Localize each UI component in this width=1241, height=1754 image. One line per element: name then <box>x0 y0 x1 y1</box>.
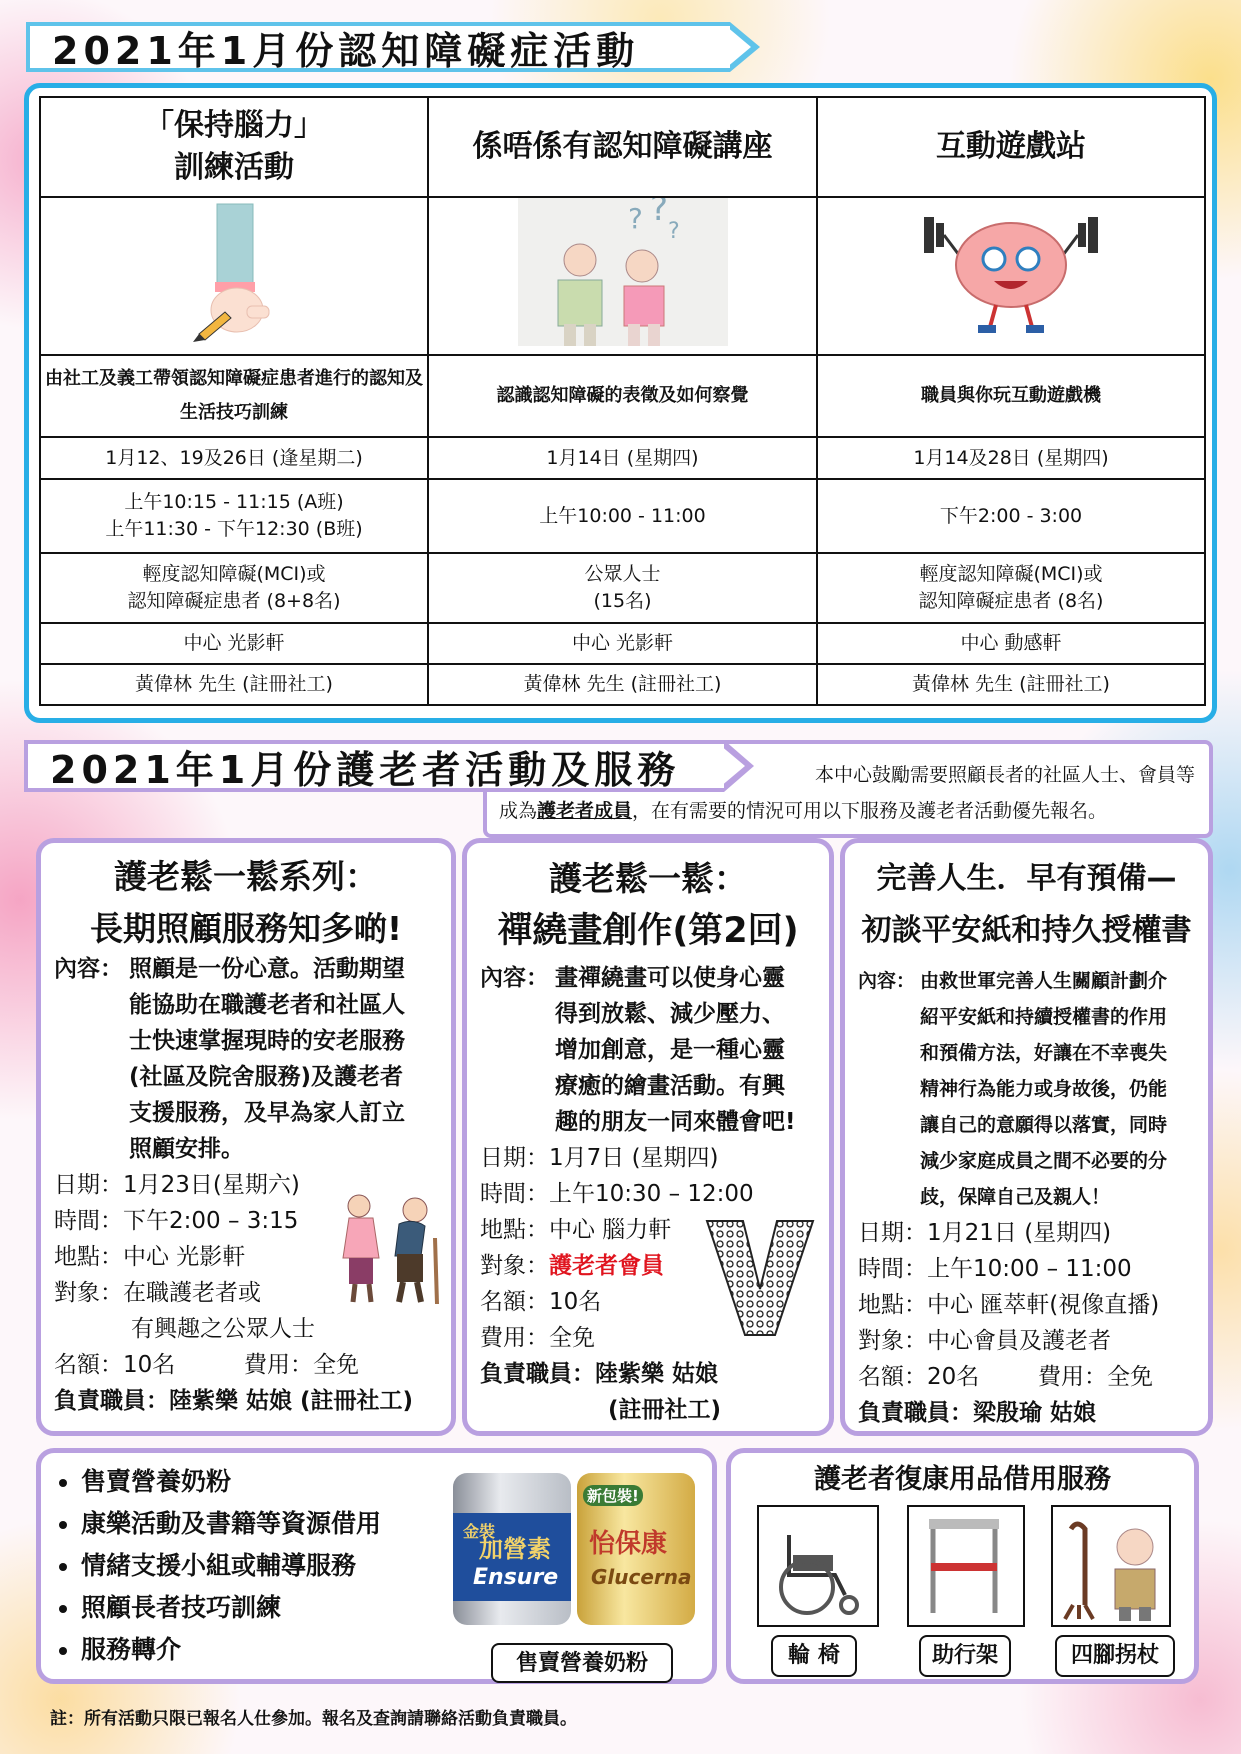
box3-date: 日期：1月21日 (星期四) <box>858 1220 1112 1246</box>
table-row-headers <box>40 97 1205 197</box>
box3-venue: 地點：中心 匯萃軒(視像直播) <box>858 1292 1160 1318</box>
box2-content-text <box>555 960 796 1140</box>
box3-title-line1: 完善人生．早有預備— <box>876 861 1177 896</box>
box1-staff: 負責職員：陸紫樂 姑娘 (註冊社工) <box>54 1388 414 1414</box>
target-line: 認知障礙症患者 (8+8名) <box>127 590 341 612</box>
wheelchair-icon <box>759 1507 877 1625</box>
service-item: • 售賣營養奶粉 <box>81 1461 381 1503</box>
brain-dumbbell-illustration <box>817 197 1205 355</box>
activity-box-zentangle <box>462 838 834 1436</box>
wheelchair-image <box>757 1505 879 1627</box>
rehab-equipment-box <box>726 1448 1199 1684</box>
box3-content-label: 內容： <box>858 970 916 992</box>
activity-target-2 <box>428 553 817 623</box>
ensure-can-image <box>453 1473 571 1625</box>
box1-target-line1: 對象：在職護老者或 <box>54 1280 261 1306</box>
box2-title-line2: 禪繞畫創作(第2回) <box>497 911 799 951</box>
header-line: 訓練活動 <box>174 150 294 185</box>
zentangle-letter-illustration <box>705 1219 815 1337</box>
can2-badge: 新包裝! <box>583 1485 643 1506</box>
activity-staff-2: 黃偉林 先生 (註冊社工) <box>428 664 817 705</box>
box2-fee: 費用：全免 <box>480 1325 595 1351</box>
activity-date-2: 1月14日 (星期四) <box>428 437 817 479</box>
box1-target-line2: 有興趣之公眾人士 <box>131 1316 315 1342</box>
box2-quota: 名額：10名 <box>480 1289 602 1315</box>
intro-highlight: 護老者成員 <box>537 800 633 822</box>
can2-text: 怡保康 <box>589 1529 668 1559</box>
can2-brand: Glucerna <box>591 1565 692 1589</box>
content-line: 紹平安紙和持續授權書的作用 <box>920 1006 1168 1028</box>
service-item: • 情緒支援小組或輔導服務 <box>81 1545 381 1587</box>
activity-venue-3: 中心 動感軒 <box>817 623 1205 664</box>
box2-title-line1: 護老鬆一鬆： <box>549 859 747 898</box>
target-line: 認知障礙症患者 (8名) <box>918 590 1104 612</box>
box1-content <box>54 951 434 1419</box>
section1-title-banner <box>26 22 730 72</box>
section2-intro-line1: 本中心鼓勵需要照顧長者的社區人士、會員等 <box>814 764 1195 786</box>
content-line: 能協助在職護老者和社區人 <box>129 992 405 1018</box>
section2-title-banner <box>24 740 724 792</box>
box1-title-line1: 護老鬆一鬆系列： <box>114 857 378 896</box>
box2-target-value: 護老者會員 <box>549 1253 664 1279</box>
box3-staff: 負責職員：梁殷瑜 姑娘 <box>858 1400 1097 1426</box>
service-item: • 康樂活動及書籍等資源借用 <box>81 1503 381 1545</box>
services-list <box>45 1461 381 1671</box>
content-line: 支援服務，及早為家人訂立 <box>129 1100 405 1126</box>
table-row-images <box>40 197 1205 355</box>
service-item: • 服務轉介 <box>81 1629 381 1671</box>
activity-target-1 <box>40 553 428 623</box>
svg-text:?: ? <box>627 202 643 235</box>
time-line: 上午11:30 - 下午12:30 (B班) <box>105 518 363 540</box>
box2-date: 日期：1月7日 (星期四) <box>480 1145 719 1171</box>
activity-header-3: 互動遊戲站 <box>817 97 1205 197</box>
intro-prefix: 成為 <box>499 800 538 822</box>
table-row-staff <box>40 664 1205 705</box>
quad-cane-image <box>1051 1505 1171 1627</box>
activity-venue-1: 中心 光影軒 <box>40 623 428 664</box>
activity-desc-3: 職員與你玩互動遊戲機 <box>817 355 1205 437</box>
intro-suffix: ，在有需要的情況可用以下服務及護老者活動優先報名。 <box>632 800 1108 822</box>
rehab-title: 護老者復康用品借用服務 <box>814 1464 1111 1495</box>
svg-text:?: ? <box>649 198 668 229</box>
box2-staff-line2: (註冊社工) <box>608 1397 722 1423</box>
quad-cane-label: 四腳拐杖 <box>1055 1635 1175 1677</box>
caregiver-elder-illustration <box>327 1188 447 1308</box>
table-row-descriptions <box>40 355 1205 437</box>
header-line: 「保持腦力」 <box>144 108 324 143</box>
box1-venue: 地點：中心 光影軒 <box>54 1244 246 1270</box>
activity-date-3: 1月14及28日 (星期四) <box>817 437 1205 479</box>
content-line: 士快速掌握現時的安老服務 <box>129 1028 405 1054</box>
target-line: 輕度認知障礙(MCI)或 <box>142 563 326 585</box>
target-line: (15名) <box>593 590 652 612</box>
box3-time: 時間：上午10:00 – 11:00 <box>858 1256 1132 1282</box>
activity-time-2: 上午10:00 - 11:00 <box>428 479 817 553</box>
activity-time-3: 下午2:00 - 3:00 <box>817 479 1205 553</box>
banner-arrow <box>724 740 754 792</box>
box1-quota-fee <box>54 1347 434 1383</box>
can1-text-line1: 金裝 <box>463 1522 496 1541</box>
box1-title-line2: 長期照顧服務知多啲! <box>89 909 403 948</box>
content-line: 照顧安排。 <box>129 1136 244 1162</box>
cognitive-activities-panel <box>24 83 1217 723</box>
content-line: (社區及院舍服務)及護老者 <box>129 1064 404 1090</box>
activity-box-advance-planning <box>840 838 1213 1436</box>
box3-title-line2: 初談平安紙和持久授權書 <box>861 913 1192 948</box>
box3-quota: 名額：20名 <box>858 1364 980 1390</box>
content-line: 增加創意，是一種心靈 <box>555 1037 785 1063</box>
services-box <box>36 1448 717 1684</box>
activity-desc-2: 認識認知障礙的表徵及如何察覺 <box>428 355 817 437</box>
box2-staff-line1: 負責職員：陸紫樂 姑娘 <box>480 1361 719 1387</box>
box1-content-label: 內容： <box>54 956 123 982</box>
content-line: 歧，保障自己及親人！ <box>920 1186 1111 1208</box>
box3-quota-fee <box>858 1359 1208 1395</box>
content-line: 趣的朋友一同來體會吧! <box>555 1109 796 1135</box>
section2-title: 2021年1月份護老者活動及服務 <box>50 747 681 792</box>
box1-time: 時間：下午2:00 – 3:15 <box>54 1208 299 1234</box>
content-line: 由救世軍完善人生關顧計劃介 <box>920 970 1168 992</box>
content-line: 得到放鬆、減少壓力、 <box>555 1001 785 1027</box>
box3-target: 對象：中心會員及護老者 <box>858 1328 1111 1354</box>
section2-intro-line2 <box>499 796 1107 823</box>
target-line: 公眾人士 <box>584 563 661 585</box>
wheelchair-label: 輪 椅 <box>771 1635 857 1677</box>
box3-content-text <box>920 963 1167 1215</box>
activity-target-3 <box>817 553 1205 623</box>
content-line: 和預備方法，好讓在不幸喪失 <box>920 1042 1168 1064</box>
box1-date: 日期：1月23日(星期六) <box>54 1172 300 1198</box>
activity-staff-3: 黃偉林 先生 (註冊社工) <box>817 664 1205 705</box>
activity-staff-1: 黃偉林 先生 (註冊社工) <box>40 664 428 705</box>
content-line: 讓自己的意願得以落實，同時 <box>920 1114 1168 1136</box>
hand-pencil-illustration <box>40 197 428 355</box>
box2-content <box>480 960 825 1428</box>
walking-frame-icon <box>909 1507 1023 1625</box>
content-line: 減少家庭成員之間不必要的分 <box>920 1150 1168 1172</box>
cognitive-activities-table <box>39 96 1206 706</box>
box3-fee: 費用：全免 <box>1038 1364 1153 1390</box>
box1-content-text <box>129 951 405 1167</box>
box2-venue: 地點：中心 腦力軒 <box>480 1217 672 1243</box>
box3-content <box>858 963 1208 1431</box>
box1-fee: 費用：全免 <box>244 1352 359 1378</box>
walking-frame-image <box>907 1505 1025 1627</box>
can1-brand: Ensure <box>473 1565 559 1590</box>
activity-header-1 <box>40 97 428 197</box>
activity-date-1: 1月12、19及26日 (逢星期二) <box>40 437 428 479</box>
table-row-dates <box>40 437 1205 479</box>
content-line: 照顧是一份心意。活動期望 <box>129 956 405 982</box>
activity-header-2: 係唔係有認知障礙講座 <box>428 97 817 197</box>
activity-time-1 <box>40 479 428 553</box>
activity-desc-1: 由社工及義工帶領認知障礙症患者進行的認知及生活技巧訓練 <box>40 355 428 437</box>
box1-quota: 名額：10名 <box>54 1352 176 1378</box>
content-line: 精神行為能力或身故後，仍能 <box>920 1078 1168 1100</box>
content-line: 畫禪繞畫可以使身心靈 <box>555 965 785 991</box>
box2-time: 時間：上午10:30 – 12:00 <box>480 1181 754 1207</box>
milk-powder-label: 售賣營養奶粉 <box>491 1643 673 1683</box>
table-row-venues <box>40 623 1205 664</box>
section1-title: 2021年1月份認知障礙症活動 <box>52 28 640 73</box>
activity-box-care-services <box>36 838 456 1436</box>
quad-cane-icon <box>1053 1507 1169 1625</box>
table-row-targets <box>40 553 1205 623</box>
svg-text:?: ? <box>667 219 680 244</box>
box2-content-label: 內容： <box>480 965 549 991</box>
service-item: • 照顧長者技巧訓練 <box>81 1587 381 1629</box>
time-line: 上午10:15 - 11:15 (A班) <box>124 491 344 513</box>
confused-elders-illustration <box>428 197 817 355</box>
footer-note: 註：所有活動只限已報名人仕參加。報名及查詢請聯絡活動負責職員。 <box>50 1709 577 1729</box>
box2-target-label: 對象： <box>480 1253 549 1279</box>
activity-venue-2: 中心 光影軒 <box>428 623 817 664</box>
banner-arrow <box>730 22 760 72</box>
table-row-times <box>40 479 1205 553</box>
target-line: 輕度認知障礙(MCI)或 <box>919 563 1103 585</box>
can1-text-line2: 加營素 <box>479 1535 551 1563</box>
walking-frame-label: 助行架 <box>919 1635 1011 1677</box>
glucerna-can-image <box>577 1473 695 1625</box>
content-line: 療癒的繪畫活動。有興 <box>555 1073 785 1099</box>
